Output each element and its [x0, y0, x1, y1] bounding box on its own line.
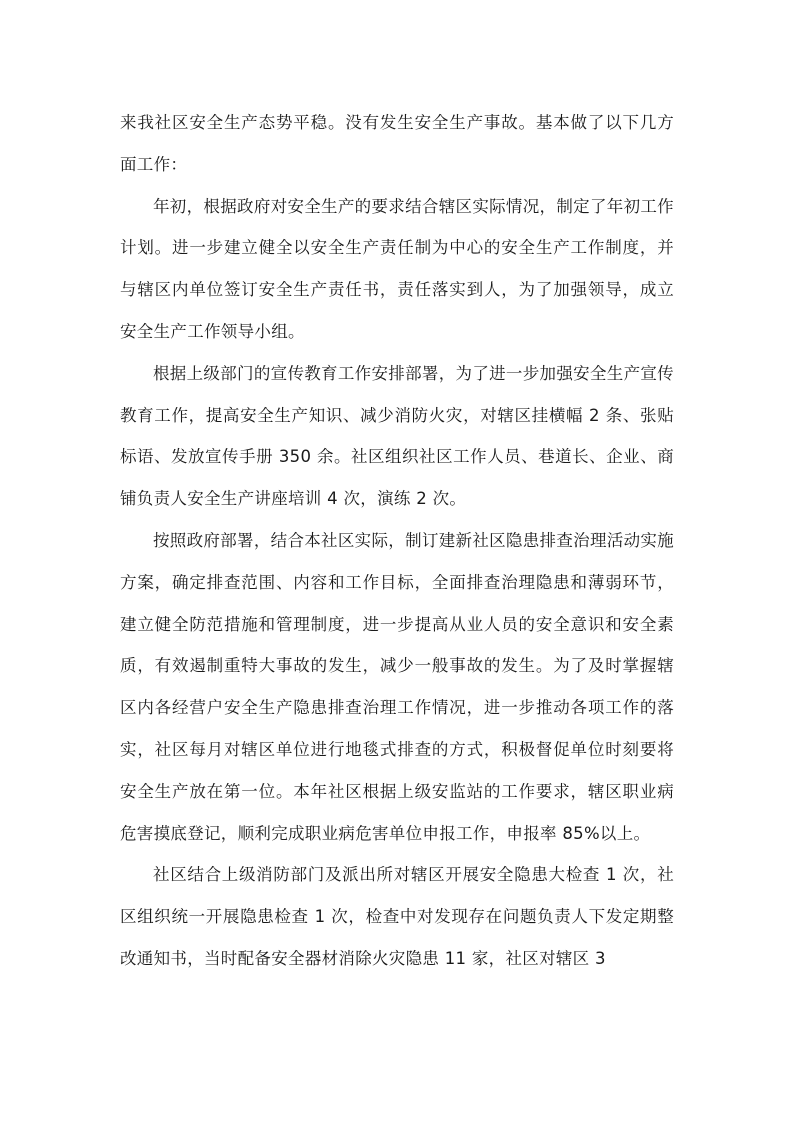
paragraph-annual-plan: 年初，根据政府对安全生产的要求结合辖区实际情况，制定了年初工作计划。进一步建立健全以安全生产责任制为中心的安全生产工作制度，并与辖区内单位签订安全生产责任书，责任落实到人，为了加强领导，成立安全生产工作领导小组。 — [120, 196, 674, 341]
paragraph-fire-safety-check: 社区结合上级消防部门及派出所对辖区开展安全隐患大检查 1 次，社区组织统一开展隐患检查 1 次，检查中对发现存在问题负责人下发定期整改通知书，当时配备安全器材消除火灾隐患 11 家，社区对辖区 3 — [120, 865, 674, 968]
document-body — [120, 102, 674, 980]
paragraph-hazard-inspection: 按照政府部署，结合本社区实际，制订建新社区隐患排查治理活动实施方案，确定排查范围、内容和工作目标，全面排查治理隐患和薄弱环节，建立健全防范措施和管理制度，进一步提高从业人员的安全意识和安全素质，有效遏制重特大事故的发生，减少一般事故的发生。为了及时掌握辖区内各经营户安全生产隐患排查治理工作情况，进一步推动各项工作的落实，社区每月对辖区单位进行地毯式排查的方式，积极督促单位时刻要将安全生产放在第一位。本年社区根据上级安监站的工作要求，辖区职业病危害摸底登记，顺利完成职业病危害单位申报工作，申报率 85%以上。 — [120, 530, 674, 843]
paragraph-publicity-education: 根据上级部门的宣传教育工作安排部署，为了进一步加强安全生产宣传教育工作，提高安全生产知识、减少消防火灾，对辖区挂横幅 2 条、张贴标语、发放宣传手册 350 余。社区组织社区工作人员、巷道长、企业、商铺负责人安全生产讲座培训 4 次，演练 2 次。 — [120, 363, 674, 509]
paragraph-intro: 来我社区安全生产态势平稳。没有发生安全生产事故。基本做了以下几方面工作： — [120, 113, 674, 174]
